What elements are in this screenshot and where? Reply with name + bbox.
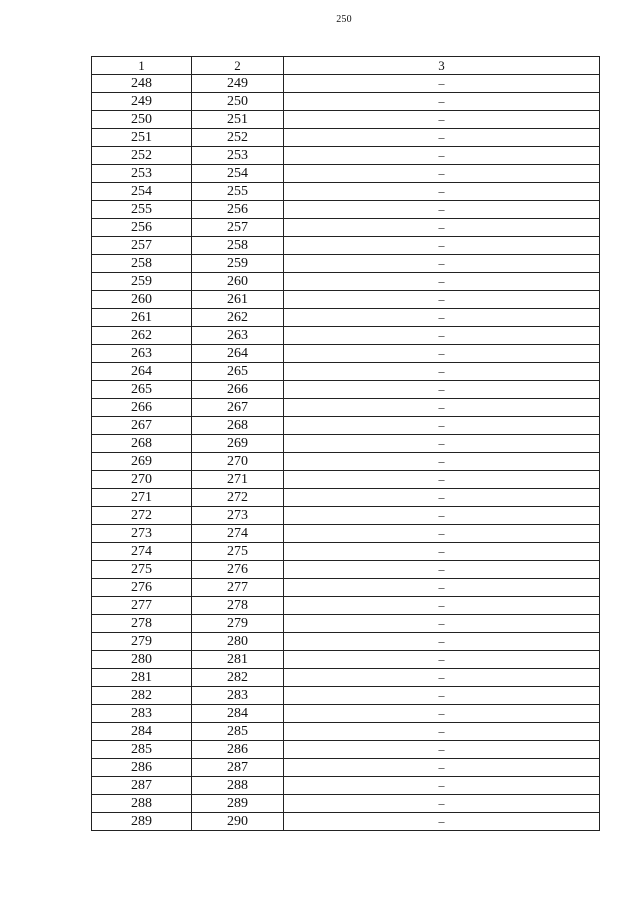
table-cell-col-3: – bbox=[284, 201, 600, 219]
table-cell-col-2: 259 bbox=[192, 255, 284, 273]
table-row bbox=[92, 777, 600, 795]
table-row bbox=[92, 93, 600, 111]
table-cell-col-3: – bbox=[284, 525, 600, 543]
table-cell-col-3: – bbox=[284, 219, 600, 237]
table-row bbox=[92, 579, 600, 597]
table-row bbox=[92, 669, 600, 687]
table-cell-col-1: 269 bbox=[92, 453, 192, 471]
table-row bbox=[92, 417, 600, 435]
table-cell-col-3: – bbox=[284, 237, 600, 255]
table-cell-col-2: 269 bbox=[192, 435, 284, 453]
table-cell-col-2: 251 bbox=[192, 111, 284, 129]
table-row bbox=[92, 183, 600, 201]
table-cell-col-1: 279 bbox=[92, 633, 192, 651]
table-cell-col-1: 280 bbox=[92, 651, 192, 669]
table-row bbox=[92, 597, 600, 615]
table-cell-col-1: 256 bbox=[92, 219, 192, 237]
table-cell-col-2: 285 bbox=[192, 723, 284, 741]
table-cell-col-3: – bbox=[284, 777, 600, 795]
table-cell-col-2: 281 bbox=[192, 651, 284, 669]
table-cell-col-1: 257 bbox=[92, 237, 192, 255]
table-cell-col-2: 288 bbox=[192, 777, 284, 795]
table-cell-col-2: 274 bbox=[192, 525, 284, 543]
table-cell-col-1: 253 bbox=[92, 165, 192, 183]
table-cell-col-1: 270 bbox=[92, 471, 192, 489]
table-cell-col-1: 265 bbox=[92, 381, 192, 399]
table-row bbox=[92, 255, 600, 273]
table-row bbox=[92, 651, 600, 669]
table-cell-col-1: 271 bbox=[92, 489, 192, 507]
table-cell-col-2: 254 bbox=[192, 165, 284, 183]
table-cell-col-2: 260 bbox=[192, 273, 284, 291]
table-row bbox=[92, 507, 600, 525]
table-cell-col-1: 263 bbox=[92, 345, 192, 363]
table-row bbox=[92, 381, 600, 399]
table-row bbox=[92, 543, 600, 561]
table-cell-col-3: – bbox=[284, 399, 600, 417]
table-cell-col-1: 262 bbox=[92, 327, 192, 345]
data-table bbox=[91, 56, 600, 831]
table-cell-col-1: 275 bbox=[92, 561, 192, 579]
table-cell-col-1: 278 bbox=[92, 615, 192, 633]
table-cell-col-1: 259 bbox=[92, 273, 192, 291]
table-cell-col-2: 262 bbox=[192, 309, 284, 327]
table-row bbox=[92, 795, 600, 813]
table-cell-col-2: 258 bbox=[192, 237, 284, 255]
table-cell-col-3: – bbox=[284, 183, 600, 201]
table-cell-col-3: – bbox=[284, 435, 600, 453]
table-cell-col-1: 254 bbox=[92, 183, 192, 201]
table-cell-col-2: 284 bbox=[192, 705, 284, 723]
table-cell-col-2: 268 bbox=[192, 417, 284, 435]
table-row bbox=[92, 201, 600, 219]
table-row bbox=[92, 471, 600, 489]
table-cell-col-1: 258 bbox=[92, 255, 192, 273]
table-cell-col-1: 277 bbox=[92, 597, 192, 615]
table-cell-col-1: 255 bbox=[92, 201, 192, 219]
table-row bbox=[92, 75, 600, 93]
table-row bbox=[92, 813, 600, 831]
table-cell-col-3: – bbox=[284, 795, 600, 813]
table-cell-col-1: 289 bbox=[92, 813, 192, 831]
table-cell-col-2: 255 bbox=[192, 183, 284, 201]
table-cell-col-3: – bbox=[284, 273, 600, 291]
table-cell-col-1: 250 bbox=[92, 111, 192, 129]
table-cell-col-3: – bbox=[284, 687, 600, 705]
table-cell-col-1: 273 bbox=[92, 525, 192, 543]
table-cell-col-2: 265 bbox=[192, 363, 284, 381]
table-cell-col-1: 251 bbox=[92, 129, 192, 147]
table-cell-col-1: 287 bbox=[92, 777, 192, 795]
table-cell-col-3: – bbox=[284, 111, 600, 129]
table-cell-col-1: 286 bbox=[92, 759, 192, 777]
table-row bbox=[92, 327, 600, 345]
table-cell-col-2: 282 bbox=[192, 669, 284, 687]
table-cell-col-1: 252 bbox=[92, 147, 192, 165]
table-cell-col-3: – bbox=[284, 543, 600, 561]
table-cell-col-2: 283 bbox=[192, 687, 284, 705]
table-header bbox=[92, 57, 600, 75]
table-cell-col-2: 289 bbox=[192, 795, 284, 813]
table-cell-col-3: – bbox=[284, 759, 600, 777]
table-cell-col-2: 277 bbox=[192, 579, 284, 597]
table-row bbox=[92, 363, 600, 381]
table-body bbox=[92, 75, 600, 831]
table-cell-col-3: – bbox=[284, 489, 600, 507]
table-row bbox=[92, 723, 600, 741]
table-cell-col-3: – bbox=[284, 561, 600, 579]
table-cell-col-3: – bbox=[284, 381, 600, 399]
table-cell-col-3: – bbox=[284, 633, 600, 651]
table-row bbox=[92, 291, 600, 309]
table-row bbox=[92, 435, 600, 453]
table-cell-col-3: – bbox=[284, 705, 600, 723]
table-cell-col-1: 260 bbox=[92, 291, 192, 309]
table-cell-col-2: 256 bbox=[192, 201, 284, 219]
table-cell-col-3: – bbox=[284, 165, 600, 183]
table-header-row bbox=[92, 57, 600, 75]
table-cell-col-1: 249 bbox=[92, 93, 192, 111]
table-cell-col-1: 267 bbox=[92, 417, 192, 435]
table-row bbox=[92, 111, 600, 129]
table-cell-col-2: 253 bbox=[192, 147, 284, 165]
table-cell-col-3: – bbox=[284, 129, 600, 147]
table-row bbox=[92, 687, 600, 705]
table-cell-col-1: 281 bbox=[92, 669, 192, 687]
table-cell-col-1: 272 bbox=[92, 507, 192, 525]
table-cell-col-3: – bbox=[284, 471, 600, 489]
table-cell-col-1: 248 bbox=[92, 75, 192, 93]
table-cell-col-3: – bbox=[284, 507, 600, 525]
table-row bbox=[92, 309, 600, 327]
table-cell-col-2: 266 bbox=[192, 381, 284, 399]
table-row bbox=[92, 273, 600, 291]
table-row bbox=[92, 399, 600, 417]
table-row bbox=[92, 561, 600, 579]
table-cell-col-2: 271 bbox=[192, 471, 284, 489]
table-cell-col-1: 266 bbox=[92, 399, 192, 417]
table-cell-col-3: – bbox=[284, 723, 600, 741]
table-cell-col-1: 283 bbox=[92, 705, 192, 723]
table-row bbox=[92, 705, 600, 723]
table-cell-col-3: – bbox=[284, 363, 600, 381]
table-cell-col-3: – bbox=[284, 417, 600, 435]
page-number: 250 bbox=[336, 14, 352, 25]
table-row bbox=[92, 165, 600, 183]
table-cell-col-3: – bbox=[284, 453, 600, 471]
table-cell-col-2: 261 bbox=[192, 291, 284, 309]
table-cell-col-2: 267 bbox=[192, 399, 284, 417]
table-cell-col-2: 257 bbox=[192, 219, 284, 237]
table-cell-col-3: – bbox=[284, 345, 600, 363]
table-cell-col-3: – bbox=[284, 93, 600, 111]
table-cell-col-2: 264 bbox=[192, 345, 284, 363]
table-cell-col-1: 285 bbox=[92, 741, 192, 759]
table-cell-col-2: 287 bbox=[192, 759, 284, 777]
table-cell-col-3: – bbox=[284, 615, 600, 633]
table-cell-col-3: – bbox=[284, 651, 600, 669]
column-header-1: 1 bbox=[92, 57, 192, 75]
table-cell-col-3: – bbox=[284, 75, 600, 93]
table-cell-col-2: 249 bbox=[192, 75, 284, 93]
column-header-3: 3 bbox=[284, 57, 600, 75]
table-cell-col-2: 275 bbox=[192, 543, 284, 561]
table-row bbox=[92, 345, 600, 363]
table-cell-col-2: 263 bbox=[192, 327, 284, 345]
table-cell-col-2: 276 bbox=[192, 561, 284, 579]
table-row bbox=[92, 147, 600, 165]
table-cell-col-3: – bbox=[284, 309, 600, 327]
table-cell-col-3: – bbox=[284, 741, 600, 759]
table-cell-col-2: 250 bbox=[192, 93, 284, 111]
table-row bbox=[92, 489, 600, 507]
table-cell-col-1: 261 bbox=[92, 309, 192, 327]
table-cell-col-3: – bbox=[284, 813, 600, 831]
table-cell-col-1: 268 bbox=[92, 435, 192, 453]
table-cell-col-2: 270 bbox=[192, 453, 284, 471]
table-cell-col-3: – bbox=[284, 669, 600, 687]
table-cell-col-2: 280 bbox=[192, 633, 284, 651]
table-cell-col-3: – bbox=[284, 147, 600, 165]
table-cell-col-3: – bbox=[284, 579, 600, 597]
table-cell-col-1: 288 bbox=[92, 795, 192, 813]
table-cell-col-2: 290 bbox=[192, 813, 284, 831]
table-cell-col-3: – bbox=[284, 255, 600, 273]
table-cell-col-1: 274 bbox=[92, 543, 192, 561]
table-row bbox=[92, 129, 600, 147]
table-row bbox=[92, 633, 600, 651]
table-cell-col-3: – bbox=[284, 291, 600, 309]
table-row bbox=[92, 219, 600, 237]
table-row bbox=[92, 525, 600, 543]
table-cell-col-1: 284 bbox=[92, 723, 192, 741]
table-row bbox=[92, 741, 600, 759]
table-row bbox=[92, 453, 600, 471]
table-cell-col-3: – bbox=[284, 597, 600, 615]
table-cell-col-1: 264 bbox=[92, 363, 192, 381]
table-row bbox=[92, 759, 600, 777]
table-cell-col-2: 278 bbox=[192, 597, 284, 615]
table-cell-col-3: – bbox=[284, 327, 600, 345]
table-cell-col-2: 272 bbox=[192, 489, 284, 507]
table-cell-col-2: 273 bbox=[192, 507, 284, 525]
table-cell-col-1: 276 bbox=[92, 579, 192, 597]
table-cell-col-2: 252 bbox=[192, 129, 284, 147]
table-cell-col-1: 282 bbox=[92, 687, 192, 705]
table-cell-col-2: 286 bbox=[192, 741, 284, 759]
table-cell-col-2: 279 bbox=[192, 615, 284, 633]
table-row bbox=[92, 237, 600, 255]
table-row bbox=[92, 615, 600, 633]
column-header-2: 2 bbox=[192, 57, 284, 75]
